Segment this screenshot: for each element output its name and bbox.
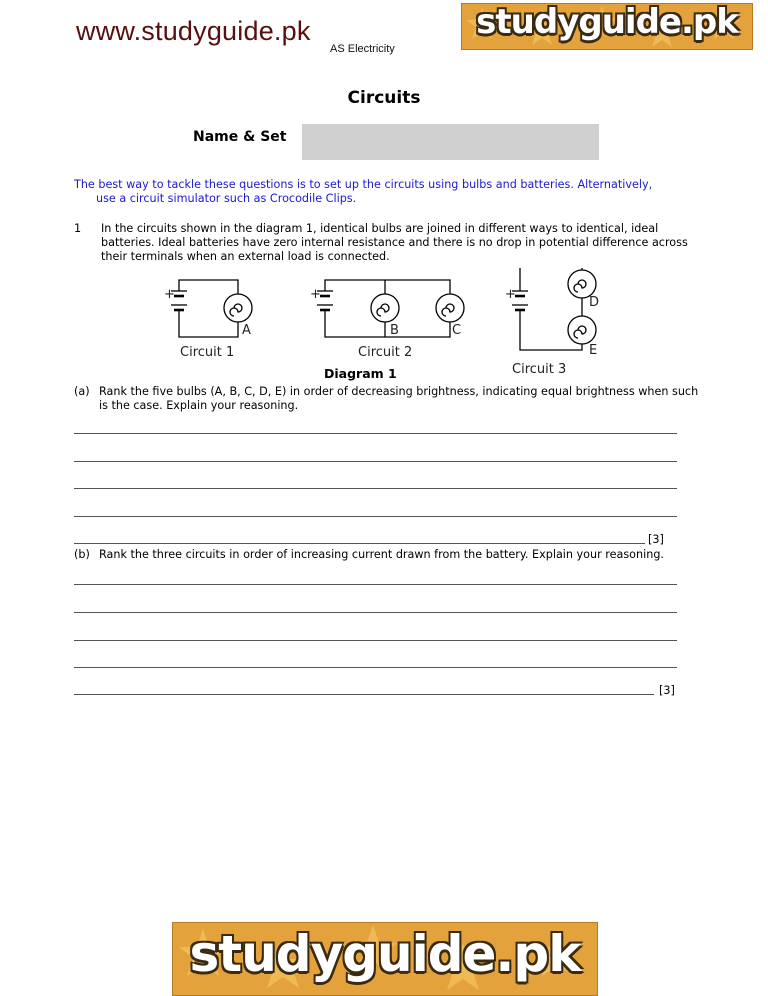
bulb-label-c: C	[452, 323, 462, 338]
bulb-c-icon	[436, 294, 464, 322]
subject-label: AS Electricity	[330, 43, 395, 55]
page-title: Circuits	[347, 88, 421, 108]
answer-line-a4[interactable]	[74, 516, 677, 517]
studyguide-logo-top[interactable]	[461, 3, 753, 50]
circuit-1	[171, 280, 252, 337]
bulb-label-b: B	[390, 323, 399, 338]
bulb-label-d: D	[589, 295, 600, 310]
name-set-label: Name & Set	[193, 129, 287, 145]
bulb-b-icon	[371, 294, 399, 322]
question-text: In the circuits shown in the diagram 1, identical bulbs are joined in different ways to identical, ideal batteries. Ideal batteries have zero internal resistance and there is no drop in potential difference across their terminals when an external load is connected.	[101, 222, 688, 263]
circuit-diagram	[150, 268, 610, 380]
part-a-marks: [3]	[648, 533, 664, 546]
logo-text: studyguide.pk	[189, 925, 581, 983]
plus-sign: +	[164, 287, 175, 302]
circuit-3	[512, 268, 596, 350]
answer-line-a1[interactable]	[74, 433, 677, 434]
bulb-a-icon	[224, 294, 252, 322]
answer-line-b1[interactable]	[74, 584, 677, 585]
question-number: 1	[74, 222, 82, 235]
answer-line-b3[interactable]	[74, 640, 677, 641]
answer-line-b4[interactable]	[74, 667, 677, 668]
bulb-d-icon	[568, 270, 596, 298]
studyguide-logo-bottom[interactable]	[172, 922, 598, 996]
part-b-text: Rank the three circuits in order of increasing current drawn from the battery. Explain your reasoning.	[99, 548, 664, 561]
plus-sign: +	[310, 287, 321, 302]
intro-line-2: use a circuit simulator such as Crocodile Clips.	[96, 192, 357, 205]
plus-sign: +	[505, 287, 516, 302]
answer-line-a5[interactable]	[74, 543, 645, 544]
answer-line-b5[interactable]	[74, 694, 654, 695]
part-a-label: (a)	[74, 385, 90, 398]
part-b-marks: [3]	[659, 684, 675, 697]
answer-line-a3[interactable]	[74, 488, 677, 489]
bulb-e-icon	[568, 316, 596, 344]
answer-line-b2[interactable]	[74, 612, 677, 613]
bulb-label-e: E	[589, 343, 598, 358]
bulb-label-a: A	[242, 323, 251, 338]
intro-text	[74, 178, 694, 206]
circuit-3-label: Circuit 3	[512, 362, 567, 377]
site-url[interactable]: www.studyguide.pk	[76, 16, 311, 46]
circuit-2-label: Circuit 2	[358, 345, 413, 360]
answer-line-a2[interactable]	[74, 461, 677, 462]
diagram-caption: Diagram 1	[324, 366, 397, 381]
circuit-1-label: Circuit 1	[180, 345, 235, 360]
intro-line-1: The best way to tackle these questions is to set up the circuits using bulbs and batteries. Alternatively,	[74, 178, 653, 191]
logo-text: studyguide.pk	[476, 3, 738, 42]
name-set-input[interactable]	[302, 124, 599, 160]
part-a-text: Rank the five bulbs (A, B, C, D, E) in order of decreasing brightness, indicating equal brightness when such is the case. Explain your reasoning.	[99, 385, 699, 412]
part-b-label: (b)	[74, 548, 90, 561]
